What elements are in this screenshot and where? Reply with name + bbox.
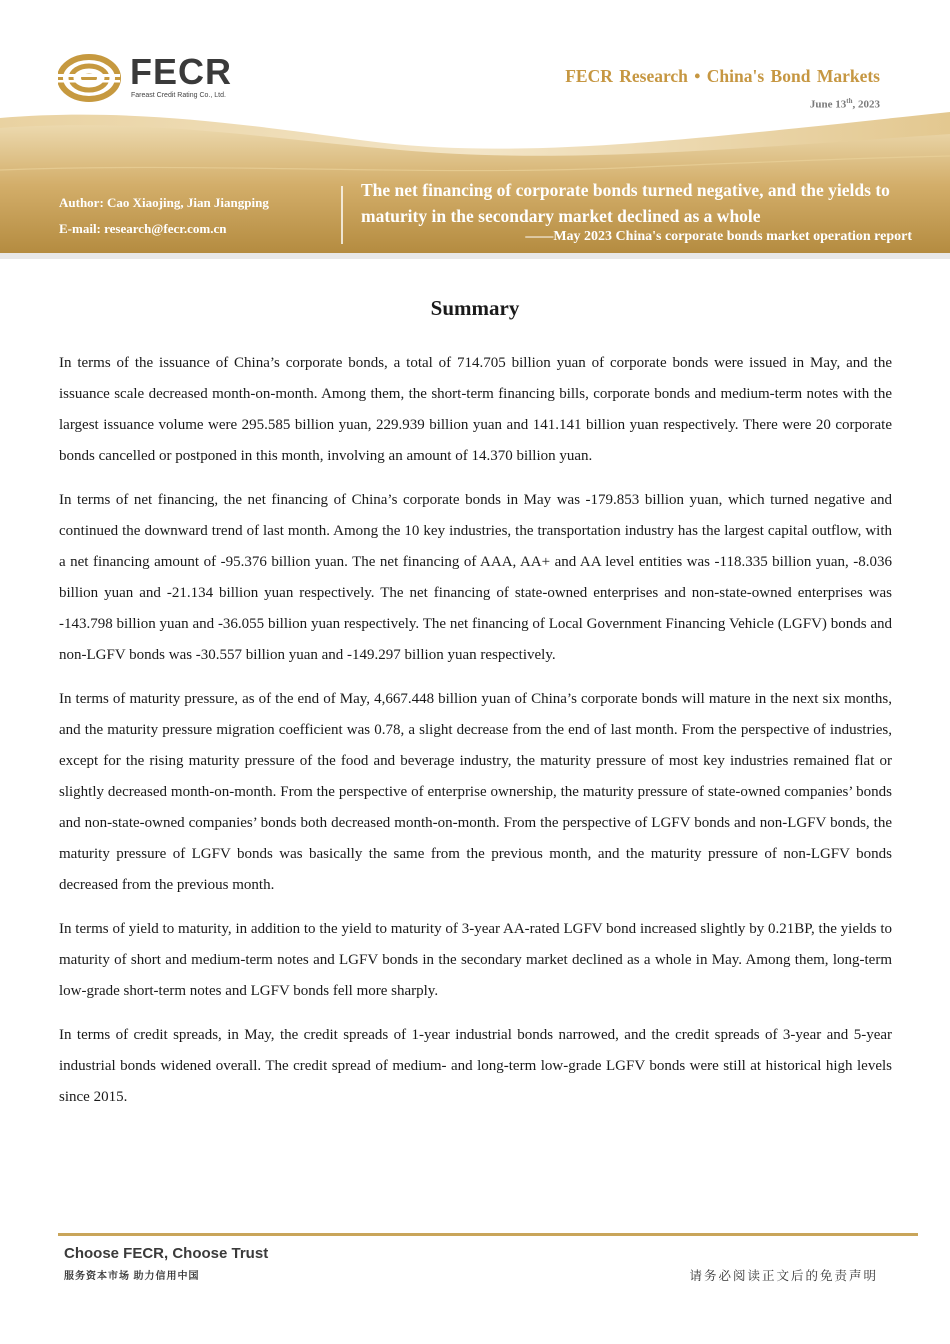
logo-wordmark: FECR [130, 51, 232, 92]
header-divider [341, 186, 343, 244]
email-line: E-mail: research@fecr.com.cn [59, 221, 227, 236]
date-year: , 2023 [852, 98, 880, 111]
report-series: FECR Research • China's Bond Markets [565, 66, 880, 86]
author-block [59, 190, 269, 242]
author-line: Author: Cao Xiaojing, Jian Jiangping [59, 195, 269, 210]
fecr-logo [58, 52, 258, 104]
footer-slogan: Choose FECR, Choose Trust [64, 1245, 269, 1262]
summary-paragraph-credit-spreads: In terms of credit spreads, in May, the credit spreads of 1-year industrial bonds narrowed, and the credit spreads of 3-year and 5-year industrial bonds widened overall. The credit spread of medium- and long-term low-grade LGFV bonds were still at historical high levels since 2015. [59, 1027, 892, 1105]
summary-paragraph-net-financing: In terms of net financing, the net financing of China’s corporate bonds in May was -179.853 billion yuan, which turned negative and continued the downward trend of last month. Among the 10 key industries, the transportation industry has the largest capital outflow, with a net financing amount of -95.376 billion yuan. The net financing of AAA, AA+ and AA level entities was -118.335 billion yuan, -8.036 billion yuan and -21.134 billion yuan respectively. The net financing of state-owned enterprises and non-state-owned enterprises was -143.798 billion yuan and -36.055 billion yuan respectively. The net financing of Local Government Financing Vehicle (LGFV) bonds and non-LGFV bonds was -30.557 billion yuan and -149.297 billion yuan respectively. [59, 492, 892, 663]
date-month: June 13 [809, 98, 847, 111]
report-header [0, 0, 950, 262]
footer-divider [58, 1233, 918, 1236]
footer-disclaimer: 请务必阅读正文后的免责声明 [689, 1269, 878, 1283]
summary-heading: Summary [430, 296, 520, 320]
logo-company-name: Fareast Credit Rating Co., Ltd. [131, 92, 226, 99]
summary-paragraph-yield: In terms of yield to maturity, in addition to the yield to maturity of 3-year AA-rated LGFV bond increased slightly by 0.21BP, the yields to maturity of short and medium-term notes and LGFV bonds in the secondary market declined as a whole in May. Among them, long-term low-grade short-term notes and LGFV bonds fell more sharply. [59, 921, 892, 999]
report-subtitle: ——May 2023 China's corporate bonds market operation report [525, 229, 912, 244]
report-title: The net financing of corporate bonds turned negative, and the yields to maturity in the secondary market declined as a whole [361, 180, 890, 226]
summary-paragraph-issuance: In terms of the issuance of China’s corporate bonds, a total of 714.705 billion yuan of corporate bonds were issued in May, and the issuance scale decreased month-on-month. Among them, the short-term financing bills, corporate bonds and medium-term notes with the largest issuance volume were 295.585 billion yuan, 229.939 billion yuan and 141.141 billion yuan respectively. There were 20 corporate bonds cancelled or postponed in this month, involving an amount of 14.370 billion yuan. [59, 355, 892, 464]
date-suffix: th [846, 97, 853, 105]
summary-paragraph-maturity-pressure: In terms of maturity pressure, as of the end of May, 4,667.448 billion yuan of China’s corporate bonds will mature in the next six months, and the maturity pressure migration coefficient was 0.78, a slight decrease from the end of last month. From the perspective of industries, except for the rising maturity pressure of the food and beverage industry, the maturity pressure of most key industries remained flat or slightly decreased month-on-month. From the perspective of enterprise ownership, the maturity pressure of state-owned companies’ bonds and non-state-owned companies’ bonds both decreased month-on-month. From the perspective of LGFV bonds and non-LGFV bonds, the maturity pressure of LGFV bonds was basically the same from the previous month, and the maturity pressure of non-LGFV bonds decreased from the previous month. [59, 691, 892, 893]
fecr-emblem-icon [58, 52, 122, 104]
report-date [810, 97, 880, 111]
summary-body [59, 348, 892, 1126]
footer-slogan-chinese: 服务资本市场 助力信用中国 [64, 1271, 200, 1282]
